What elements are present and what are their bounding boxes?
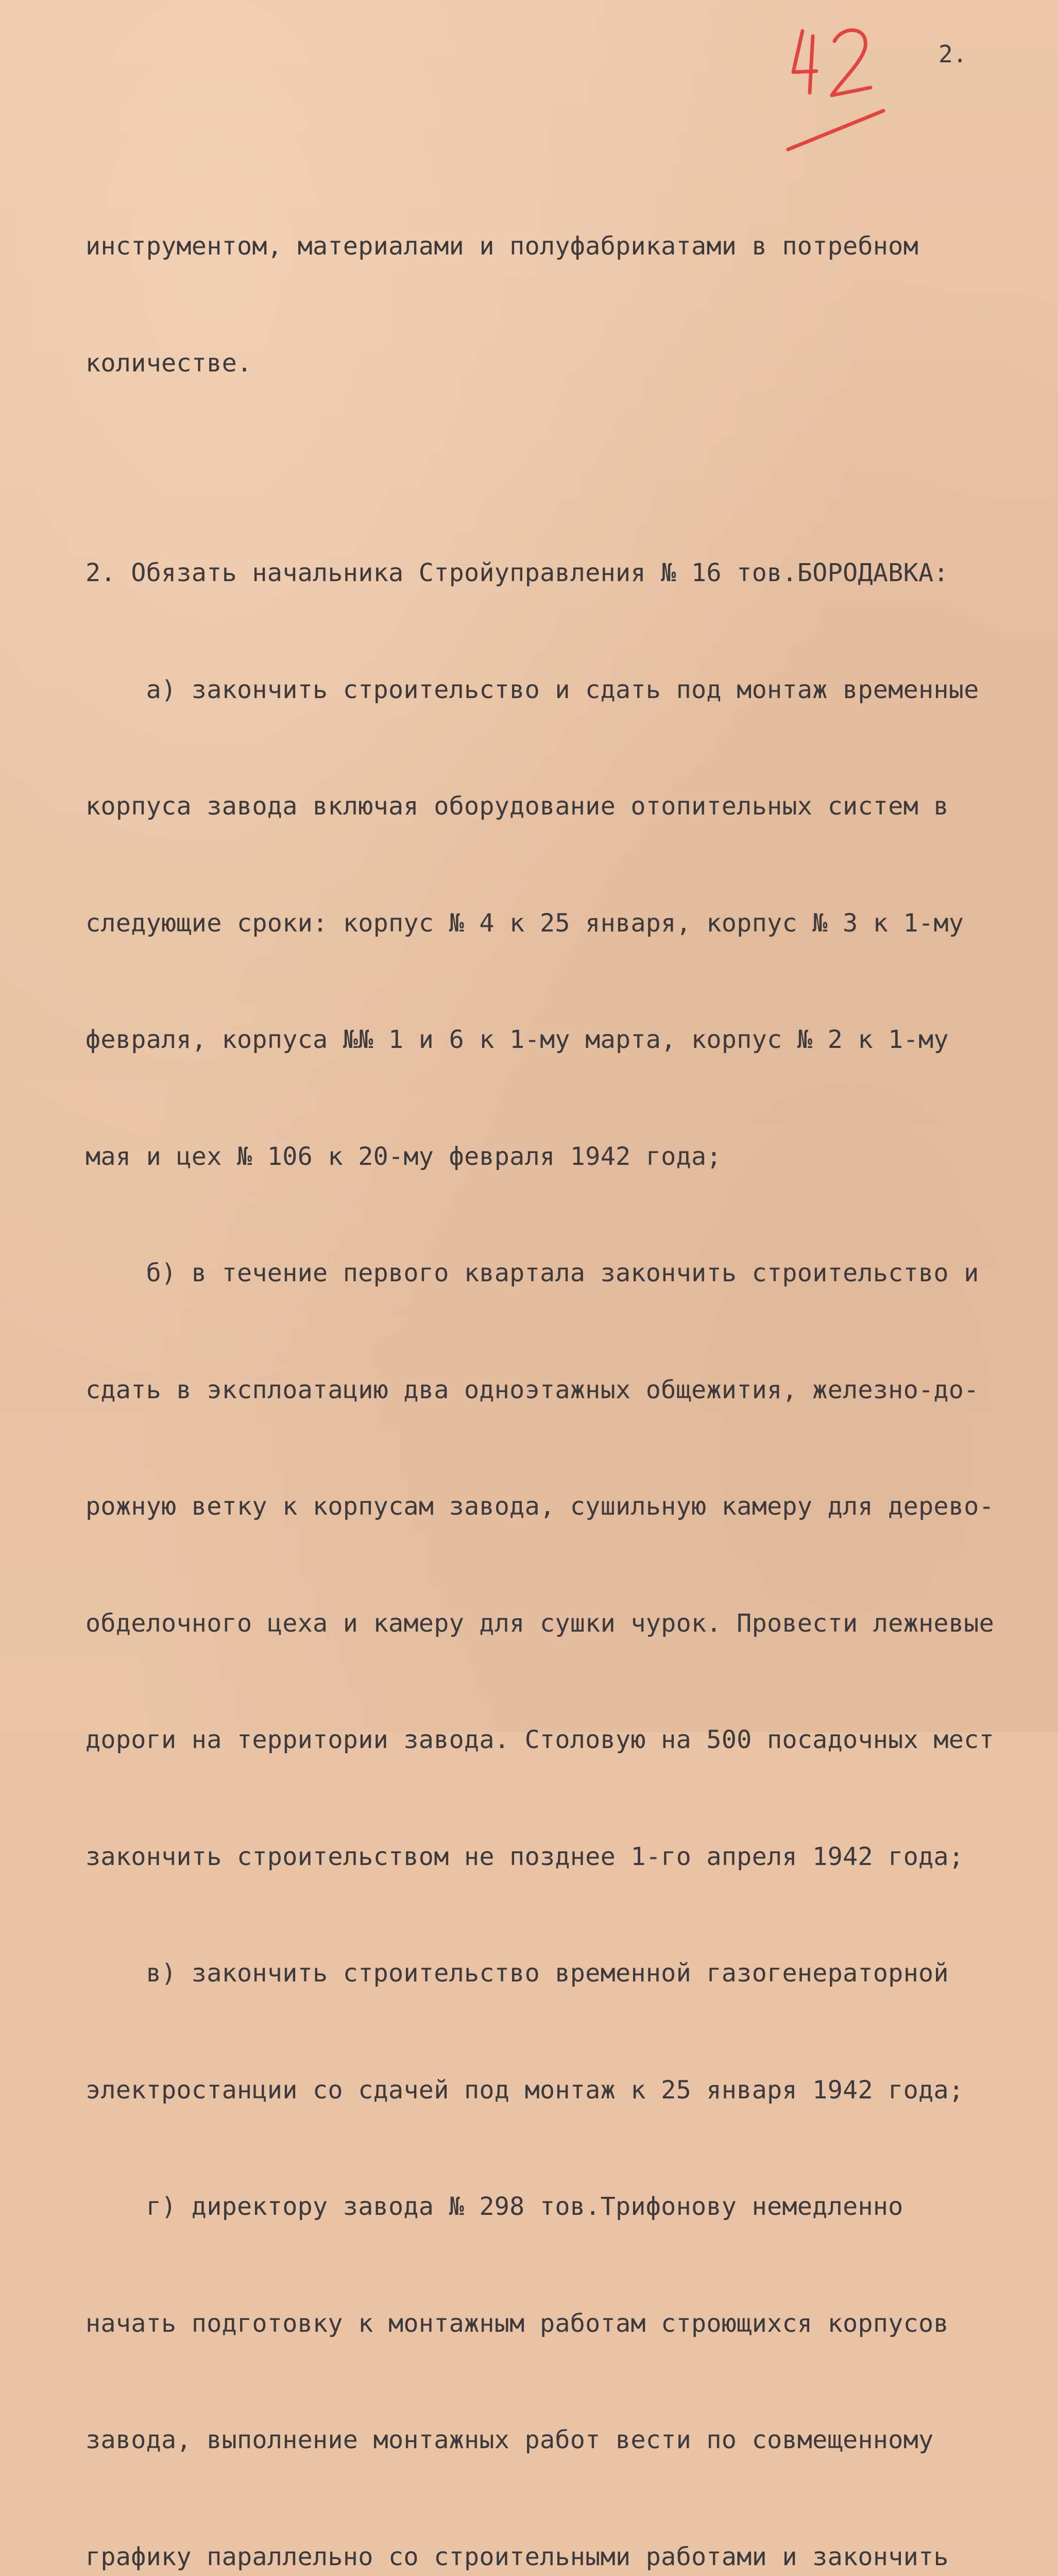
text-line: обделочного цеха и камеру для сушки чурок. Провести лежневые: [86, 1604, 1044, 1643]
text-line: б) в течение первого квартала закончить строительство и: [86, 1254, 1044, 1293]
text-line: 2. Обязать начальника Стройуправления № 16 тов.БОРОДАВКА:: [86, 554, 1044, 593]
text-line: дороги на территории завода. Столовую на 500 посадочных мест: [86, 1721, 1044, 1760]
text-line: инструментом, материалами и полуфабрикатами в потребном: [86, 227, 1044, 266]
text-line: закончить строительством не позднее 1-го апреля 1942 года;: [86, 1838, 1044, 1877]
text-line: а) закончить строительство и сдать под монтаж временные: [86, 671, 1044, 710]
text-line: завода, выполнение монтажных работ вести по совмещенному: [86, 2421, 1044, 2460]
archive-folio-mark: [773, 10, 896, 165]
text-line: в) закончить строительство временной газогенераторной: [86, 1954, 1044, 1993]
handwritten-folio-number: [773, 10, 896, 165]
text-line: начать подготовку к монтажным работам строющихся корпусов: [86, 2304, 1044, 2344]
text-line: сдать в эксплоатацию два одноэтажных общежития, железно-до-: [86, 1371, 1044, 1410]
text-line: следующие сроки: корпус № 4 к 25 января, корпус № 3 к 1-му: [86, 904, 1044, 943]
paragraph-gap: [86, 461, 1044, 476]
text-line: рожную ветку к корпусам завода, сушильную камеру для дерево-: [86, 1487, 1044, 1527]
text-line: г) директору завода № 298 тов.Трифонову немедленно: [86, 2188, 1044, 2227]
text-line: мая и цех № 106 к 20-му февраля 1942 года;: [86, 1138, 1044, 1177]
text-line: февраля, корпуса №№ 1 и 6 к 1-му марта, корпус № 2 к 1-му: [86, 1021, 1044, 1060]
text-line: количестве.: [86, 344, 1044, 383]
typed-text-body: [86, 149, 1044, 2576]
text-line: корпуса завода включая оборудование отопительных систем в: [86, 787, 1044, 826]
text-line: электростанции со сдачей под монтаж к 25 января 1942 года;: [86, 2071, 1044, 2110]
page-number: 2.: [938, 40, 967, 68]
text-line: графику параллельно со строительными работами и закончить: [86, 2538, 1044, 2576]
